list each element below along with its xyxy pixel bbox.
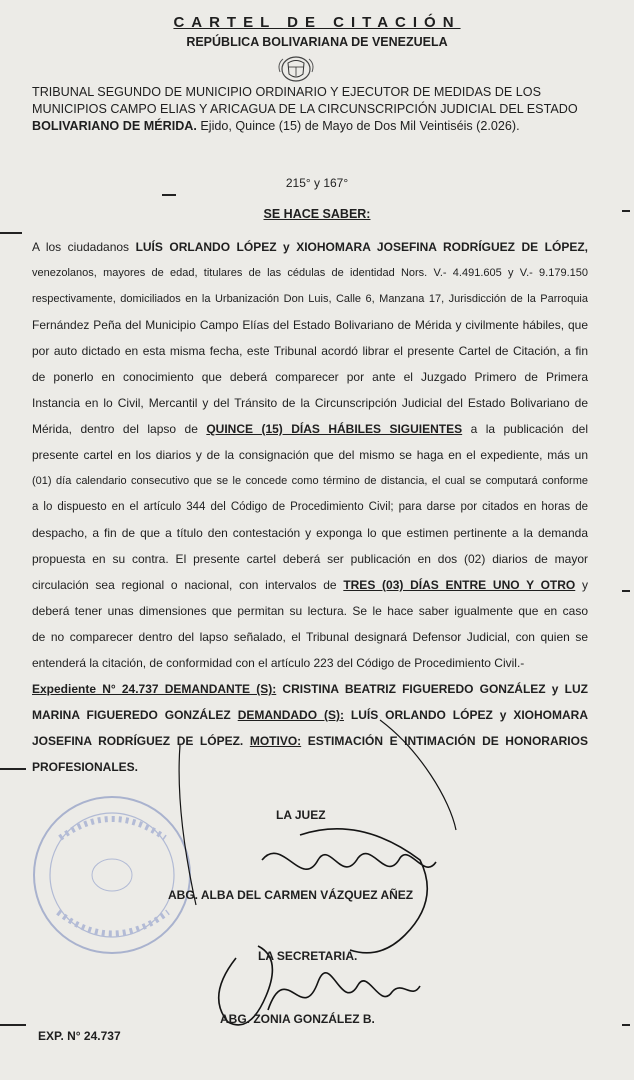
notice-heading: SE HACE SABER: [263, 207, 371, 221]
body-line-11: a lo dispuesto en el artículo 344 del Código de Procedimiento Civil; para darse por citados en horas de [32, 501, 588, 513]
interval-highlight: TRES (03) DÍAS ENTRE UNO Y OTRO [343, 578, 576, 592]
defendant-names: LUÍS ORLANDO LÓPEZ y XIOHOMARA [343, 708, 588, 722]
body-text: circulación sea regional o nacional, con intervalos de [32, 578, 344, 592]
footer-expedient: EXP. N° 24.737 [38, 1029, 121, 1043]
body-text: y [575, 578, 588, 592]
tribunal-state: BOLIVARIANO DE MÉRIDA. [32, 119, 197, 133]
body-line-17: entenderá la citación, de conformidad con el artículo 223 del Código de Procedimiento Civil.- [32, 656, 525, 670]
motive-label: MOTIVO: [249, 734, 302, 748]
body-line-13: propuesta en su contra. El presente cartel deberá ser publicación en dos (02) diarios de mayor [32, 552, 588, 566]
body-line-10: (01) día calendario consecutivo que se le concede como término de distancia, el cual se computará conforme [32, 475, 588, 487]
body-line-4: Fernández Peña del Municipio Campo Elías del Estado Bolivariano de Mérida y civilmente hábiles, que [32, 318, 588, 332]
body-line-9: presente cartel en los diarios y de la consignación que del mismo se haga en el expediente, más un [32, 448, 588, 462]
tribunal-date: Ejido, Quince (15) de Mayo de Dos Mil Veintiséis (2.026). [196, 119, 520, 133]
case-label: Expediente N° 24.737 DEMANDANTE (S): [32, 682, 277, 696]
tribunal-line-2: MUNICIPIOS CAMPO ELIAS Y ARICAGUA DE LA CIRCUNSCRIPCIÓN JUDICIAL DEL ESTADO [32, 102, 578, 116]
body-line-5: por auto dictado en esta misma fecha, este Tribunal acordó librar el presente Cartel de Citación, a fin [32, 344, 588, 358]
years-indicator: 215° y 167° [285, 176, 349, 190]
body-line-2: venezolanos, mayores de edad, titulares de las cédulas de identidad Nors. V.- 4.491.605 y V.- 9.179.150 [32, 267, 588, 279]
deadline-highlight: QUINCE (15) DÍAS HÁBILES SIGUIENTES [206, 422, 463, 436]
plaintiff-names: CRISTINA BEATRIZ FIGUEREDO GONZÁLEZ y LUZ [276, 682, 588, 696]
body-line-15: deberá tener unas dimensiones que permitan su lectura. Se le hace saber igualmente que en caso [32, 604, 588, 618]
body-text: a la publicación del [462, 422, 588, 436]
judge-title: LA JUEZ [276, 808, 326, 822]
body-line-7: Instancia en lo Civil, Mercantil y del Tránsito de la Circunscripción Judicial del Estado Bolivariano de [32, 396, 588, 410]
judge-name: ABG. ALBA DEL CARMEN VÁZQUEZ AÑEZ [168, 888, 414, 902]
defendant-label: DEMANDADO (S): [237, 708, 344, 722]
secretary-title: LA SECRETARIA. [258, 949, 358, 963]
body-text: A los ciudadanos [32, 240, 136, 254]
defendant-names: LUÍS ORLANDO LÓPEZ y XIOHOMARA JOSEFINA RODRÍGUEZ DE LÓPEZ, [135, 240, 588, 254]
tribunal-line-1: TRIBUNAL SEGUNDO DE MUNICIPIO ORDINARIO Y EJECUTOR DE MEDIDAS DE LOS [32, 85, 541, 99]
body-line-6: de ponerlo en conocimiento que deberá comparecer por ante el Juzgado Primero de Primera [32, 370, 588, 384]
body-line-21: PROFESIONALES. [32, 760, 139, 774]
motive-text: ESTIMACIÓN E INTIMACIÓN DE HONORARIOS [301, 734, 588, 748]
country-heading: REPÚBLICA BOLIVARIANA DE VENEZUELA [186, 35, 448, 49]
body-line-16: de no comparecer dentro del lapso señalado, el Tribunal designará Defensor Judicial, con quien se [32, 630, 588, 644]
plaintiff-names: MARINA FIGUEREDO GONZÁLEZ [32, 708, 238, 722]
seal-stamp-icon [34, 797, 190, 953]
secretary-name: ABG. ZONIA GONZÁLEZ B. [220, 1012, 375, 1026]
body-line-12: despacho, a fin de que a título den contestación y exponga lo que estimen pertinente a la demanda [32, 526, 588, 540]
body-line-3: respectivamente, domiciliados en la Urbanización Don Luis, Calle 6, Manzana 17, Jurisdicción de la Parroquia [32, 293, 588, 305]
defendant-names: JOSEFINA RODRÍGUEZ DE LÓPEZ. [32, 734, 250, 748]
document-title: CARTEL DE CITACIÓN [173, 14, 461, 31]
body-text: Mérida, dentro del lapso de [32, 422, 207, 436]
